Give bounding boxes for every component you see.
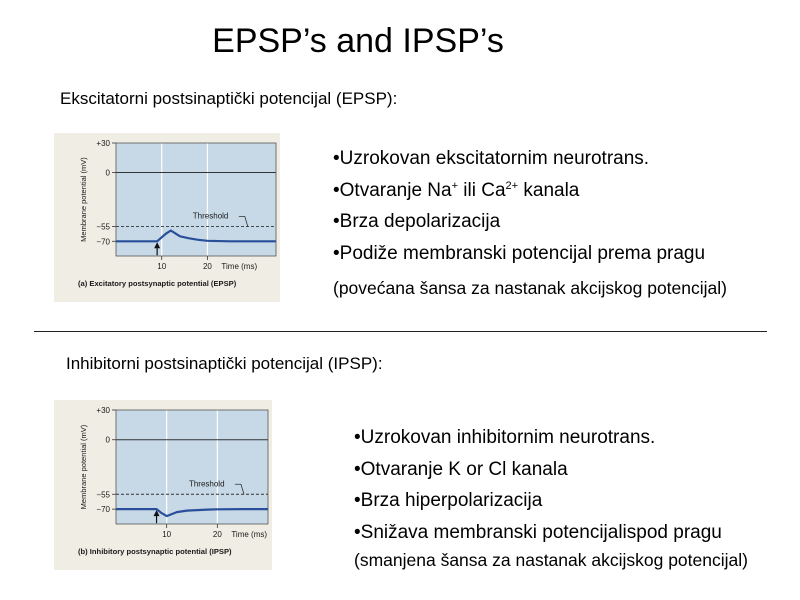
epsp-note: (povećana šansa za nastanak akcijskog potencijal) [333,278,727,298]
y-axis-label: Membrane potential (mV) [79,157,88,242]
x-tick-label: 10 [157,262,167,271]
x-axis-label: Time (ms) [221,262,258,271]
x-axis-label: Time (ms) [231,530,268,539]
bullet-text: •Brza depolarizacija [333,211,501,232]
y-axis-label: Membrane potential (mV) [79,424,88,510]
x-tick-label: 10 [162,530,172,539]
y-tick-label: −70 [96,505,110,515]
threshold-label: Threshold [192,211,229,221]
bullet-text: •Otvaranje Na [333,179,452,201]
ipsp-bullet [354,459,568,481]
bullet-text: •Otvaranje K or Cl kanala [354,458,568,480]
y-tick-label: 0 [105,435,110,445]
figure-caption: (a) Excitatory postsynaptic potential (EPSP) [78,279,237,288]
y-tick-label: +30 [96,406,110,415]
ipsp-chart [54,400,272,570]
y-tick-label: −70 [96,237,110,247]
ipsp-heading: Inhibitorni postsinaptički potencijal (IPSP): [66,354,383,373]
x-tick-label: 20 [202,262,212,271]
epsp-bullet [333,211,500,233]
figure-caption: (b) Inhibitory postsynaptic potential (IPSP) [78,547,232,556]
epsp-bullet [333,148,649,170]
section-divider [34,331,767,332]
x-tick-label: 20 [212,530,222,539]
bullet-text: •Uzrokovan ekscitatornim neurotrans. [333,148,650,169]
bullet-text: •Brza hiperpolarizacija [354,490,543,511]
ipsp-bullet [354,427,655,449]
bullet-text: •Snižava membranski potencijalispod pragu [354,521,722,543]
superscript-text: 2+ [505,179,519,192]
bullet-text: •Podiže membranski potencijal prema pragu [333,242,706,264]
ipsp-bullet [354,522,722,544]
bullet-text: kanala [518,179,580,201]
ipsp-figure [54,400,272,570]
epsp-heading: Ekscitatorni postsinaptički potencijal (EPSP): [60,89,398,108]
bullet-text: ili Ca [458,179,506,201]
epsp-chart [54,133,280,302]
plot-area [116,410,268,524]
y-tick-label: +30 [96,139,110,148]
slide-title: EPSP’s and IPSP’s [212,22,504,60]
y-tick-label: −55 [96,222,110,232]
y-tick-label: −55 [96,490,110,500]
superscript-text: + [451,179,459,192]
y-tick-label: 0 [105,168,110,178]
threshold-label: Threshold [188,479,225,489]
epsp-bullet [333,243,705,265]
epsp-bullet [333,180,579,202]
ipsp-bullet [354,490,542,512]
ipsp-note: (smanjena šansa za nastanak akcijskog potencijal) [354,550,748,570]
bullet-text: •Uzrokovan inhibitornim neurotrans. [354,427,656,448]
epsp-figure [54,133,280,302]
